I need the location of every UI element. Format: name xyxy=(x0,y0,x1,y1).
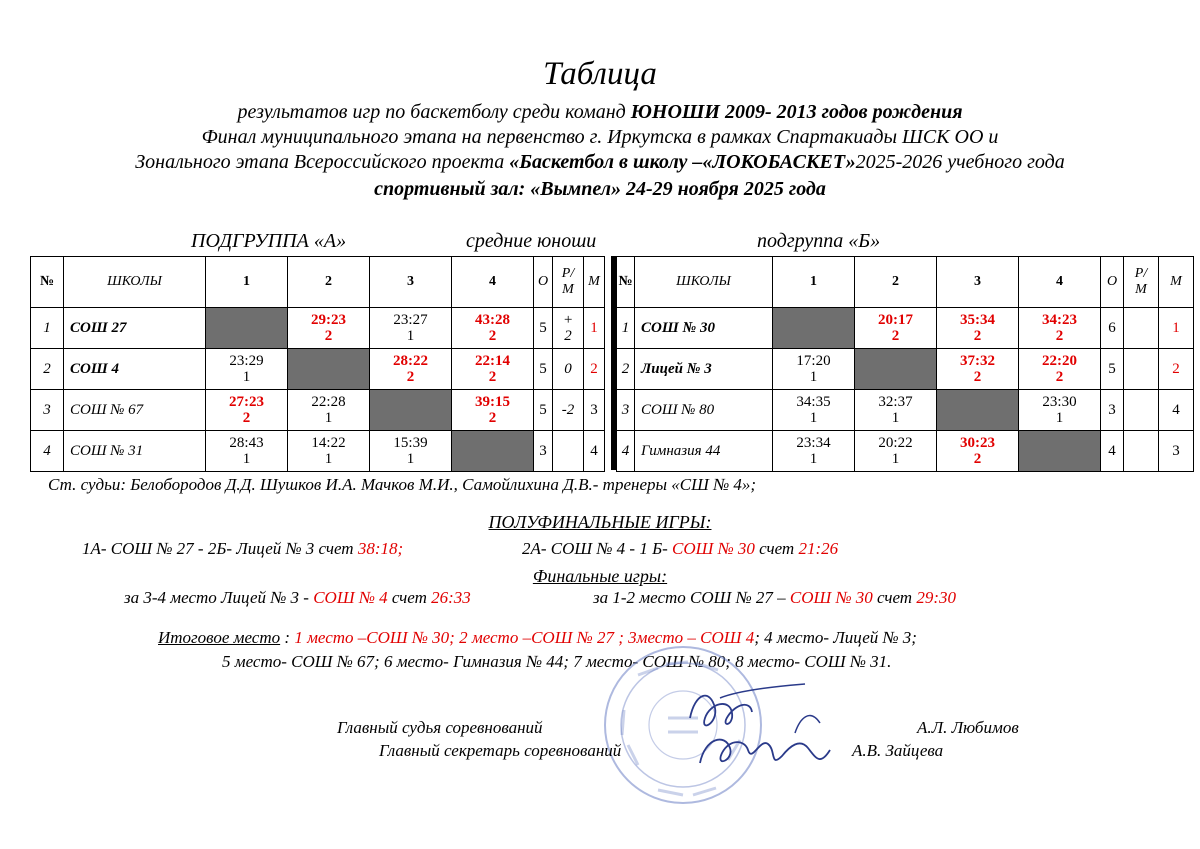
score-cell: 23:34 1 xyxy=(773,431,855,472)
points-cell: 6 xyxy=(1101,308,1124,349)
subtitle-line-3: Зонального этапа Всероссийского проекта «Баскетбол в школу –«ЛОКОБАСКЕТ»2025-2026 учебного года xyxy=(135,151,1065,173)
table-row xyxy=(31,390,605,431)
points-cell: 5 xyxy=(534,308,553,349)
self-match-cell xyxy=(773,308,855,349)
subtitle-line-1: результатов игр по баскетболу среди команд ЮНОШИ 2009- 2013 годов рождения xyxy=(237,101,963,123)
score-cell: 35:34 2 xyxy=(937,308,1019,349)
score-cell: 22:20 2 xyxy=(1019,349,1101,390)
row-num: 4 xyxy=(31,431,64,472)
rm-cell: 0 xyxy=(553,349,584,390)
table-row xyxy=(617,390,1194,431)
table-row xyxy=(31,431,605,472)
score-cell: 23:30 1 xyxy=(1019,390,1101,431)
col-rm: Р/ М xyxy=(553,257,584,308)
points-cell: 3 xyxy=(1101,390,1124,431)
col-2: 2 xyxy=(855,257,937,308)
col-points: О xyxy=(1101,257,1124,308)
row-num: 4 xyxy=(617,431,635,472)
school-name: СОШ № 80 xyxy=(635,390,773,431)
place-cell: 4 xyxy=(1159,390,1194,431)
col-4: 4 xyxy=(1019,257,1101,308)
col-num: № xyxy=(31,257,64,308)
rm-cell: -2 xyxy=(553,390,584,431)
subtitle-line-2: Финал муниципального этапа на первенство г. Иркутска в рамках Спартакиады ШСК ОО и xyxy=(201,126,999,148)
place-cell: 4 xyxy=(584,431,605,472)
score-cell: 22:14 2 xyxy=(452,349,534,390)
school-name: Лицей № 3 xyxy=(635,349,773,390)
document-title: Таблица xyxy=(543,56,657,92)
score-cell: 28:43 1 xyxy=(206,431,288,472)
self-match-cell xyxy=(855,349,937,390)
score-cell: 15:39 1 xyxy=(370,431,452,472)
score-cell: 34:23 2 xyxy=(1019,308,1101,349)
results-table-group-b xyxy=(616,256,1194,472)
rm-cell xyxy=(1124,308,1159,349)
row-num: 1 xyxy=(31,308,64,349)
score-cell: 39:15 2 xyxy=(452,390,534,431)
venue-dates-line: спортивный зал: «Вымпел» 24-29 ноября 2025 года xyxy=(374,178,826,200)
col-1: 1 xyxy=(773,257,855,308)
self-match-cell xyxy=(1019,431,1101,472)
chief-secretary-name: А.В. Зайцева xyxy=(852,741,944,760)
score-cell: 14:22 1 xyxy=(288,431,370,472)
chief-judge-name: А.Л. Любимов xyxy=(917,718,1019,737)
self-match-cell xyxy=(288,349,370,390)
self-match-cell xyxy=(206,308,288,349)
col-rm: Р/ М xyxy=(1124,257,1159,308)
points-cell: 5 xyxy=(534,349,553,390)
row-num: 2 xyxy=(31,349,64,390)
place-cell: 3 xyxy=(1159,431,1194,472)
score-cell: 23:29 1 xyxy=(206,349,288,390)
score-cell: 20:22 1 xyxy=(855,431,937,472)
school-name: СОШ № 67 xyxy=(64,390,206,431)
score-cell: 17:20 1 xyxy=(773,349,855,390)
self-match-cell xyxy=(937,390,1019,431)
place-cell: 1 xyxy=(584,308,605,349)
semifinal-game-1: 1А- СОШ № 27 - 2Б- Лицей № 3 счет 38:18; xyxy=(82,539,404,558)
col-3: 3 xyxy=(370,257,452,308)
score-cell: 32:37 1 xyxy=(855,390,937,431)
points-cell: 5 xyxy=(534,390,553,431)
school-name: Гимназия 44 xyxy=(635,431,773,472)
table-header-row xyxy=(617,257,1194,308)
points-cell: 3 xyxy=(534,431,553,472)
final-places-line-2: 5 место- СОШ № 67; 6 место- Гимназия № 44; 7 место- СОШ № 80; 8 место- СОШ № 31. xyxy=(222,652,892,671)
final-game-1-2: за 1-2 место СОШ № 27 – СОШ № 30 счет 29:30 xyxy=(593,588,956,607)
col-place: М xyxy=(584,257,605,308)
score-cell: 20:17 2 xyxy=(855,308,937,349)
results-table-group-a xyxy=(30,256,605,472)
rm-cell xyxy=(1124,349,1159,390)
row-num: 3 xyxy=(31,390,64,431)
self-match-cell xyxy=(452,431,534,472)
self-match-cell xyxy=(370,390,452,431)
table-row xyxy=(31,308,605,349)
col-school: ШКОЛЫ xyxy=(635,257,773,308)
col-2: 2 xyxy=(288,257,370,308)
score-cell: 34:35 1 xyxy=(773,390,855,431)
table-row xyxy=(617,308,1194,349)
col-place: М xyxy=(1159,257,1194,308)
points-cell: 4 xyxy=(1101,431,1124,472)
semifinals-heading: ПОЛУФИНАЛЬНЫЕ ИГРЫ: xyxy=(488,512,712,532)
caption-middle: средние юноши xyxy=(466,230,597,252)
score-cell: 37:32 2 xyxy=(937,349,1019,390)
final-game-3-4: за 3-4 место Лицей № 3 - СОШ № 4 счет 26:33 xyxy=(124,588,471,607)
school-name: СОШ 27 xyxy=(64,308,206,349)
col-school: ШКОЛЫ xyxy=(64,257,206,308)
table-row xyxy=(617,431,1194,472)
score-cell: 30:23 2 xyxy=(937,431,1019,472)
col-1: 1 xyxy=(206,257,288,308)
row-num: 3 xyxy=(617,390,635,431)
finals-heading: Финальные игры: xyxy=(532,566,668,586)
col-4: 4 xyxy=(452,257,534,308)
judges-line: Ст. судьи: Белобородов Д.Д. Шушков И.А. Мачков М.И., Самойлихина Д.В.- тренеры «СШ № 4»; xyxy=(48,475,757,494)
row-num: 1 xyxy=(617,308,635,349)
place-cell: 2 xyxy=(1159,349,1194,390)
col-num: № xyxy=(617,257,635,308)
score-cell: 29:23 2 xyxy=(288,308,370,349)
school-name: СОШ № 30 xyxy=(635,308,773,349)
caption-group-a: ПОДГРУППА «А» xyxy=(191,230,347,252)
handwritten-signature xyxy=(670,678,850,788)
col-3: 3 xyxy=(937,257,1019,308)
score-cell: 28:22 2 xyxy=(370,349,452,390)
rm-cell: + 2 xyxy=(553,308,584,349)
score-cell: 27:23 2 xyxy=(206,390,288,431)
caption-group-b: подгруппа «Б» xyxy=(757,230,881,252)
place-cell: 1 xyxy=(1159,308,1194,349)
col-points: О xyxy=(534,257,553,308)
score-cell: 43:28 2 xyxy=(452,308,534,349)
row-num: 2 xyxy=(617,349,635,390)
score-cell: 22:28 1 xyxy=(288,390,370,431)
points-cell: 5 xyxy=(1101,349,1124,390)
table-row xyxy=(617,349,1194,390)
rm-cell xyxy=(1124,431,1159,472)
semifinal-game-2: 2А- СОШ № 4 - 1 Б- СОШ № 30 счет 21:26 xyxy=(522,539,839,558)
place-cell: 2 xyxy=(584,349,605,390)
place-cell: 3 xyxy=(584,390,605,431)
table-header-row xyxy=(31,257,605,308)
final-places-line-1: Итоговое место : 1 место –СОШ № 30; 2 место –СОШ № 27 ; 3место – СОШ 4; 4 место- Лицей № 3; xyxy=(158,628,917,647)
score-cell: 23:27 1 xyxy=(370,308,452,349)
school-name: СОШ 4 xyxy=(64,349,206,390)
rm-cell xyxy=(1124,390,1159,431)
chief-secretary-title: Главный секретарь соревнований xyxy=(379,741,622,760)
rm-cell xyxy=(553,431,584,472)
table-row xyxy=(31,349,605,390)
chief-judge-title: Главный судья соревнований xyxy=(337,718,543,737)
school-name: СОШ № 31 xyxy=(64,431,206,472)
